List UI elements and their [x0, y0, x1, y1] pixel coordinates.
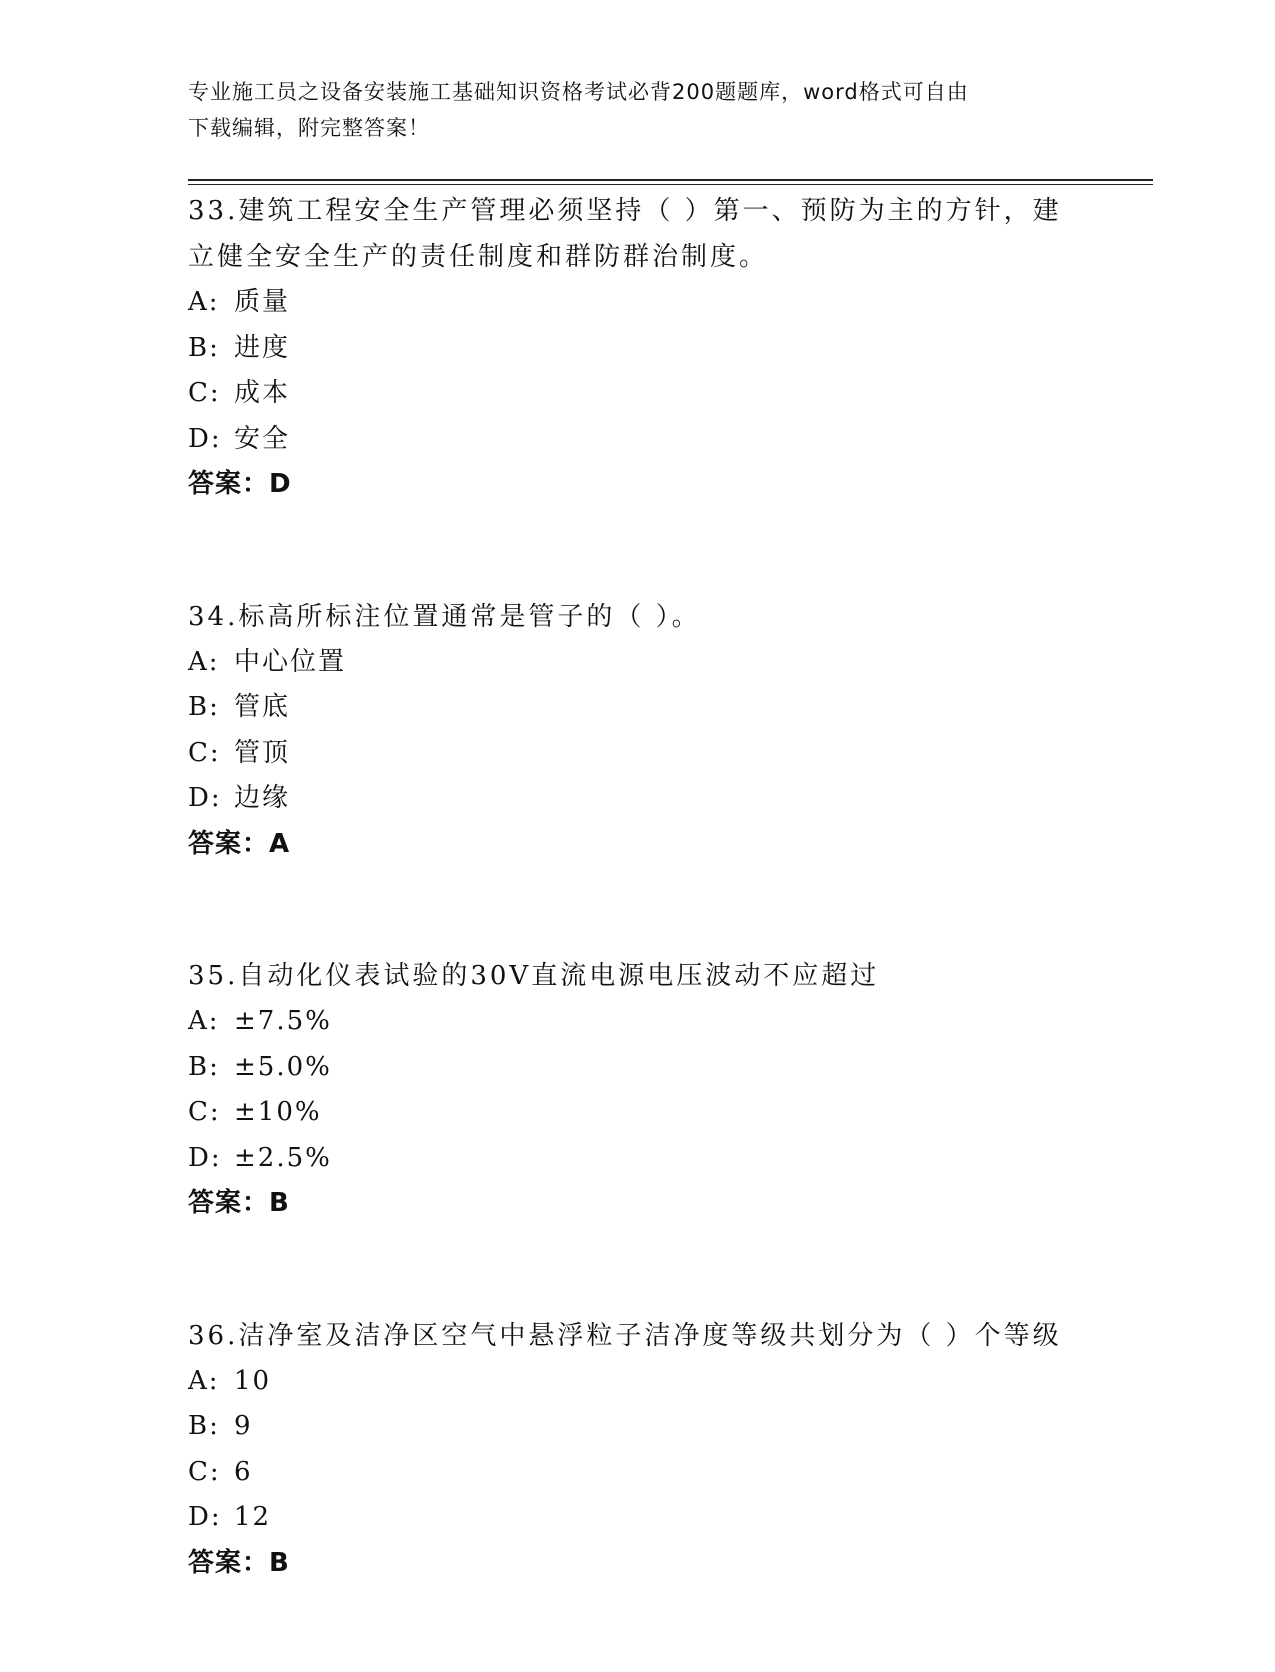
option-text: 成本 — [234, 378, 291, 408]
answer-text: 答案：B — [188, 1547, 290, 1578]
option-label: C: — [188, 1097, 221, 1127]
header-divider-thick — [188, 179, 1153, 181]
question-text: 36.洁净室及洁净区空气中悬浮粒子洁净度等级共划分为（ ）个等级 — [188, 1320, 1062, 1351]
option-c — [188, 1450, 1088, 1496]
option-b — [188, 326, 1088, 372]
answer-text: 答案：B — [188, 1188, 290, 1218]
option-b — [188, 685, 1088, 731]
option-text: 6 — [234, 1456, 253, 1487]
option-text: 中心位置 — [234, 646, 347, 677]
option-d — [188, 417, 1088, 463]
answer-text: 答案：D — [188, 469, 292, 499]
option-text: 管顶 — [234, 737, 291, 768]
header-line-2: 下载编辑，附完整答案！ — [188, 116, 430, 140]
option-label: D: — [188, 783, 222, 813]
question-34 — [188, 594, 1088, 868]
option-label: C: — [188, 737, 221, 768]
option-text: 质量 — [234, 287, 291, 317]
option-a — [188, 280, 1088, 326]
header-divider-thin — [188, 184, 1153, 185]
option-text: ±10% — [234, 1097, 322, 1127]
option-a — [188, 640, 1088, 686]
option-c — [188, 371, 1088, 417]
option-d — [188, 1495, 1088, 1541]
option-label: B: — [188, 332, 220, 363]
option-d — [188, 776, 1088, 822]
option-text: 边缘 — [234, 783, 291, 813]
option-c — [188, 1090, 1088, 1136]
document-header — [188, 74, 1068, 146]
option-label: A: — [188, 646, 220, 677]
question-35 — [188, 953, 1088, 1227]
option-label: B: — [188, 692, 220, 722]
option-b — [188, 1404, 1088, 1450]
option-label: D: — [188, 1142, 222, 1173]
question-text: 35.自动化仪表试验的30V直流电源电压波动不应超过 — [188, 961, 880, 991]
option-text: ±7.5% — [234, 1006, 332, 1036]
option-c — [188, 731, 1088, 777]
option-a — [188, 1359, 1088, 1405]
answer-text: 答案：A — [188, 828, 291, 859]
option-label: C: — [188, 378, 221, 408]
option-label: A: — [188, 1365, 220, 1396]
option-text: 9 — [234, 1411, 253, 1441]
option-text: 12 — [234, 1502, 272, 1532]
option-label: A: — [188, 1006, 220, 1036]
option-d — [188, 1136, 1088, 1182]
option-text: 安全 — [234, 423, 291, 454]
option-text: 10 — [234, 1365, 272, 1396]
question-36 — [188, 1313, 1088, 1587]
option-label: C: — [188, 1456, 221, 1487]
option-label: B: — [188, 1411, 220, 1441]
question-text: 33.建筑工程安全生产管理必须坚持（ ）第一、预防为主的方针，建立健全安全生产的责任制度和群防群治制度。 — [188, 196, 1062, 272]
option-label: B: — [188, 1051, 220, 1082]
option-text: 管底 — [234, 692, 291, 722]
option-label: A: — [188, 287, 220, 317]
option-text: 进度 — [234, 332, 291, 363]
option-label: D: — [188, 1502, 222, 1532]
question-text: 34.标高所标注位置通常是管子的（ ）。 — [188, 601, 701, 632]
option-text: ±2.5% — [234, 1142, 332, 1173]
option-text: ±5.0% — [234, 1051, 332, 1082]
option-b — [188, 1045, 1088, 1091]
header-line-1: 专业施工员之设备安装施工基础知识资格考试必背200题题库，word格式可自由 — [188, 80, 969, 104]
question-33 — [188, 188, 1088, 508]
option-label: D: — [188, 423, 222, 454]
question-list — [188, 188, 1088, 1672]
option-a — [188, 999, 1088, 1045]
